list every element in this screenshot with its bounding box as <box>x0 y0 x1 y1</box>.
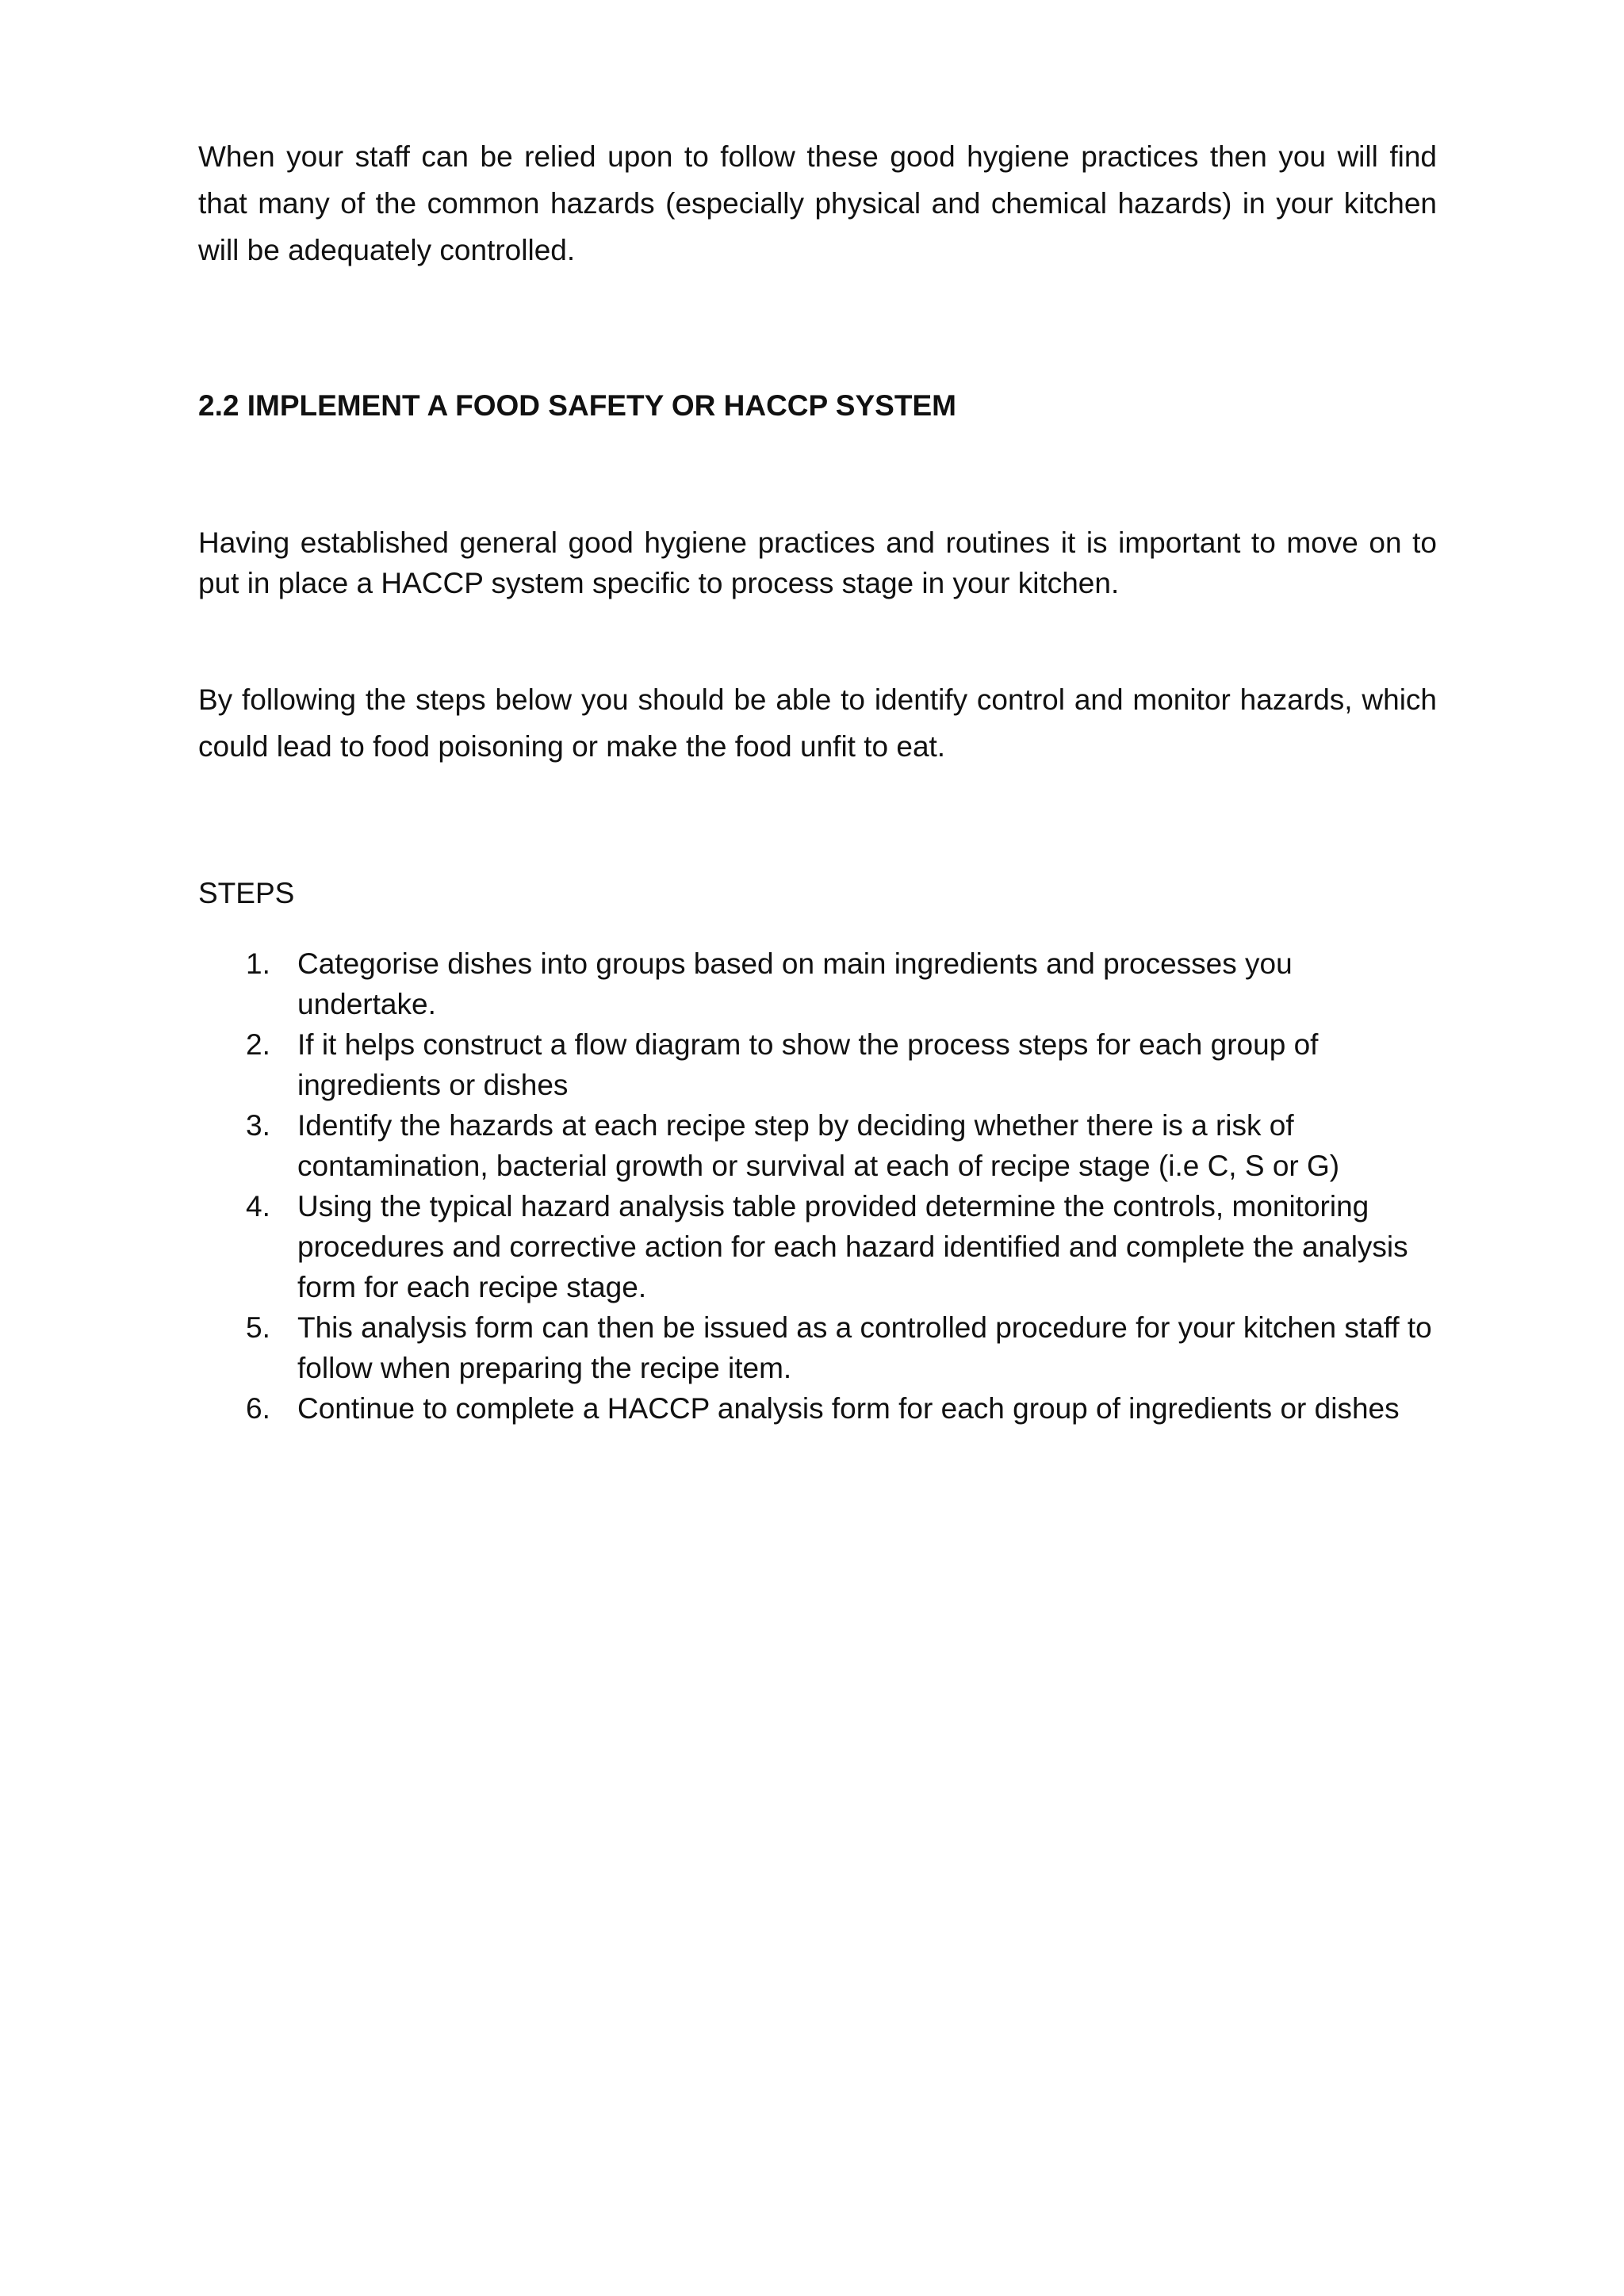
list-item-text: Identify the hazards at each recipe step by deciding whether there is a risk of contamination, bacterial growth or survival at each of recipe stage (i.e C, S or G) <box>297 1109 1340 1182</box>
list-item <box>198 1105 1437 1186</box>
list-item-number: 3. <box>246 1109 270 1142</box>
steps-list <box>198 943 1437 1429</box>
list-item-text: Categorise dishes into groups based on main ingredients and processes you undertake. <box>297 947 1293 1020</box>
intro-paragraph: When your staff can be relied upon to follow these good hygiene practices then you will find that many of the common hazards (especially physical and chemical hazards) in your kitchen will be adequately controlled. <box>198 140 1437 266</box>
steps-label: STEPS <box>198 877 295 909</box>
list-item <box>198 1307 1437 1388</box>
list-item-text: Using the typical hazard analysis table provided determine the controls, monitoring procedures and corrective action for each hazard identified and complete the analysis form for each recipe stage. <box>297 1190 1408 1303</box>
list-item-number: 6. <box>246 1392 270 1425</box>
list-item-number: 2. <box>246 1028 270 1061</box>
list-item <box>198 1024 1437 1105</box>
list-item <box>198 943 1437 1024</box>
section-heading: 2.2 IMPLEMENT A FOOD SAFETY OR HACCP SYSTEM <box>198 389 956 422</box>
list-item-number: 5. <box>246 1311 270 1344</box>
list-item <box>198 1186 1437 1307</box>
list-item <box>198 1388 1437 1429</box>
document-page <box>198 133 1437 1429</box>
paragraph-steps-intro: By following the steps below you should be able to identify control and monitor hazards, which could lead to food poisoning or make the food unfit to eat. <box>198 683 1437 763</box>
list-item-text: Continue to complete a HACCP analysis form for each group of ingredients or dishes <box>297 1392 1400 1425</box>
paragraph-haccp-intro: Having established general good hygiene practices and routines it is important to move on to put in place a HACCP system specific to process stage in your kitchen. <box>198 526 1437 599</box>
list-item-number: 1. <box>246 947 270 980</box>
list-item-number: 4. <box>246 1190 270 1223</box>
list-item-text: This analysis form can then be issued as a controlled procedure for your kitchen staff to follow when preparing the recipe item. <box>297 1311 1432 1384</box>
list-item-text: If it helps construct a flow diagram to show the process steps for each group of ingredients or dishes <box>297 1028 1319 1101</box>
